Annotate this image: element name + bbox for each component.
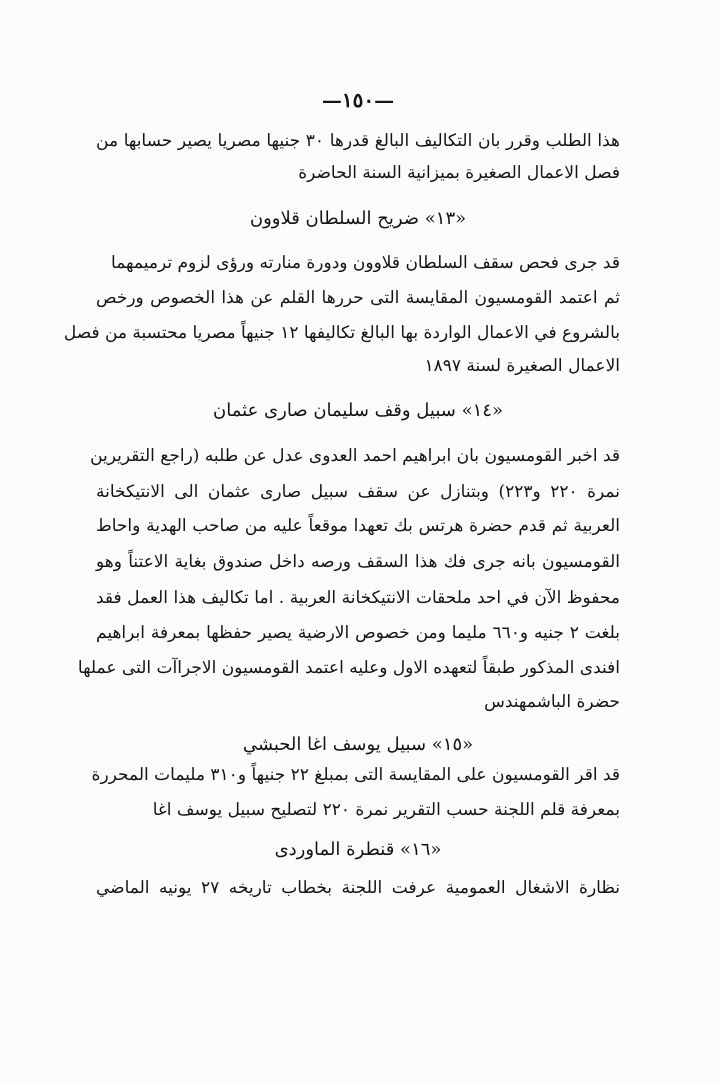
text-line: قد اقر القومسيون على المقايسة التى بمبلغ ٢٢ جنيهاً و٣١٠ مليمات المحررة	[91, 765, 620, 785]
text-line: نمرة ٢٢٠ و٢٢٣) وبتنازل عن سقف سبيل صارى عثمان الى الانتيكخانة	[96, 482, 620, 502]
text-line: بمعرفة قلم اللجنة حسب التقرير نمرة ٢٢٠ لتصليح سبيل يوسف اغا	[152, 800, 620, 820]
section-heading: «١٣» ضريح السلطان قلاوون	[249, 208, 467, 229]
text-line: بلغت ٢ جنيه و٦٦٠ مليما ومن خصوص الارضية يصير حفظها بمعرفة ابراهيم	[96, 623, 620, 643]
text-line: فصل الاعمال الصغيرة بميزانية السنة الحاضرة	[298, 163, 620, 183]
text-line: حضرة الباشمهندس	[484, 692, 620, 712]
text-line: قد اخبر القومسيون بان ابراهيم احمد العدوى عدل عن طلبه (راجع التقريرين	[90, 446, 620, 466]
page-number: —١٥٠—	[321, 88, 395, 112]
text-line: القومسيون بانه جرى فك هذا السقف ورصه داخل صندوق بغاية الاعتناً وهو	[96, 552, 620, 572]
text-line: العربية ثم قدم حضرة هرتس بك تعهدا موقعاً عليه من صاحب الهدية واحاط	[96, 516, 620, 536]
section-heading: «١٤» سبيل وقف سليمان صارى عثمان	[213, 400, 503, 421]
text-line: نظارة الاشغال العمومية عرفت اللجنة بخطاب تاريخه ٢٧ يونيه الماضي	[96, 878, 621, 898]
text-line: بالشروع في الاعمال الواردة بها البالغ تكاليفها ١٢ جنيهاً مصريا محتسبة من فصل	[63, 323, 620, 343]
text-line: هذا الطلب وقرر بان التكاليف البالغ قدرها ٣٠ جنيها مصريا يصير حسابها من	[96, 131, 621, 151]
section-heading: «١٦» قنطرة الماوردى	[274, 839, 442, 860]
text-line: قد جرى فحص سقف السلطان قلاوون ودورة منارته ورؤى لزوم ترميمهما	[111, 253, 620, 273]
text-line: الاعمال الصغيرة لسنة ١٨٩٧	[424, 356, 620, 376]
section-heading: «١٥» سبيل يوسف اغا الحبشي	[242, 734, 474, 755]
text-line: افندى المذكور طبقاً لتعهده الاول وعليه اعتمد القومسيون الاجراآت التى عملها	[77, 658, 620, 678]
text-line: ثم اعتمد القومسيون المقايسة التى حررها القلم عن هذا الخصوص ورخص	[96, 288, 620, 308]
text-line: محفوظ الآن في احد ملحقات الانتيكخانة العربية . اما تكاليف هذا العمل فقد	[96, 588, 620, 608]
